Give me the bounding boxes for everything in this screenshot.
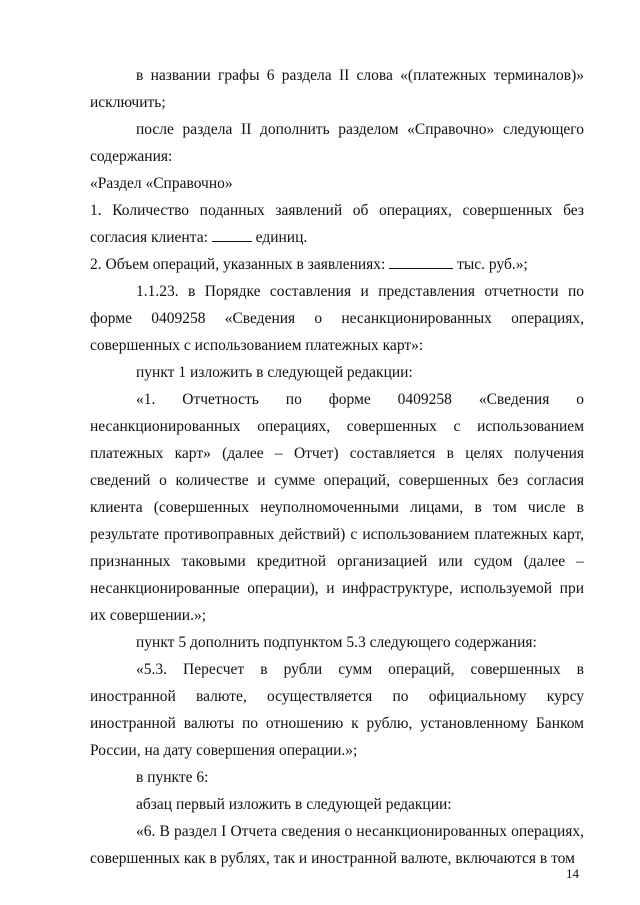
item-2-blank [389, 254, 453, 269]
paragraph-point-5-intro: пункт 5 дополнить подпунктом 5.3 следующего содержания: [136, 634, 537, 651]
section-heading-spravochno: «Раздел «Справочно» [90, 175, 233, 192]
item-1-unit: единиц. [255, 229, 308, 246]
paragraph-point-5-3-text: «5.3. Пересчет в рубли сумм операций, совершенных в иностранной валюте, осуществляется по официальному курсу иностранной валюты по отношению к рублю, установленному Банком России, на дату совершения операции.»; [90, 661, 584, 759]
paragraph-point-6-text: «6. В раздел I Отчета сведения о несанкционированных операциях, совершенных как в рублях, так и иностранной валюте, включаются в том [90, 823, 584, 867]
paragraph-point-1-intro: пункт 1 изложить в следующей редакции: [136, 364, 413, 381]
item-1-claims-count [90, 197, 584, 251]
item-1-text: 1. Количество поданных заявлений об операциях, совершенных без согласия клиента: [90, 202, 584, 246]
paragraph-point-6-intro: в пункте 6: [136, 769, 209, 786]
paragraph-add-section: после раздела II дополнить разделом «Справочно» следующего содержания: [90, 121, 584, 165]
item-2-text: 2. Объем операций, указанных в заявлениях: [90, 256, 386, 273]
paragraph-first-abzac: абзац первый изложить в следующей редакции: [136, 796, 452, 813]
item-2-operations-volume [90, 251, 584, 278]
paragraph-column6-exclusion: в названии графы 6 раздела II слова «(платежных терминалов)» исключить; [90, 67, 584, 111]
page-number: 14 [566, 866, 579, 881]
item-1-blank [212, 227, 252, 242]
item-2-unit: тыс. руб.»; [457, 256, 528, 273]
paragraph-point-1-text: «1. Отчетность по форме 0409258 «Сведения о несанкционированных операциях, совершенных с использованием платежных карт» (далее – Отчет) составляется в целях получения сведений о количестве и сумме операций, совершенных без согласия клиента (совершенных неуполномоченными лицами, в том числе в результате противоправных действий) с использованием платежных карт, признанных таковыми кредитной организацией или судом (далее – несанкционированные операции), и инфраструктуре, используемой при их совершении.»; [90, 391, 584, 624]
paragraph-1-1-23: 1.1.23. в Порядке составления и представления отчетности по форме 0409258 «Сведения о несанкционированных операциях, совершенных с использованием платежных карт»: [90, 283, 584, 354]
